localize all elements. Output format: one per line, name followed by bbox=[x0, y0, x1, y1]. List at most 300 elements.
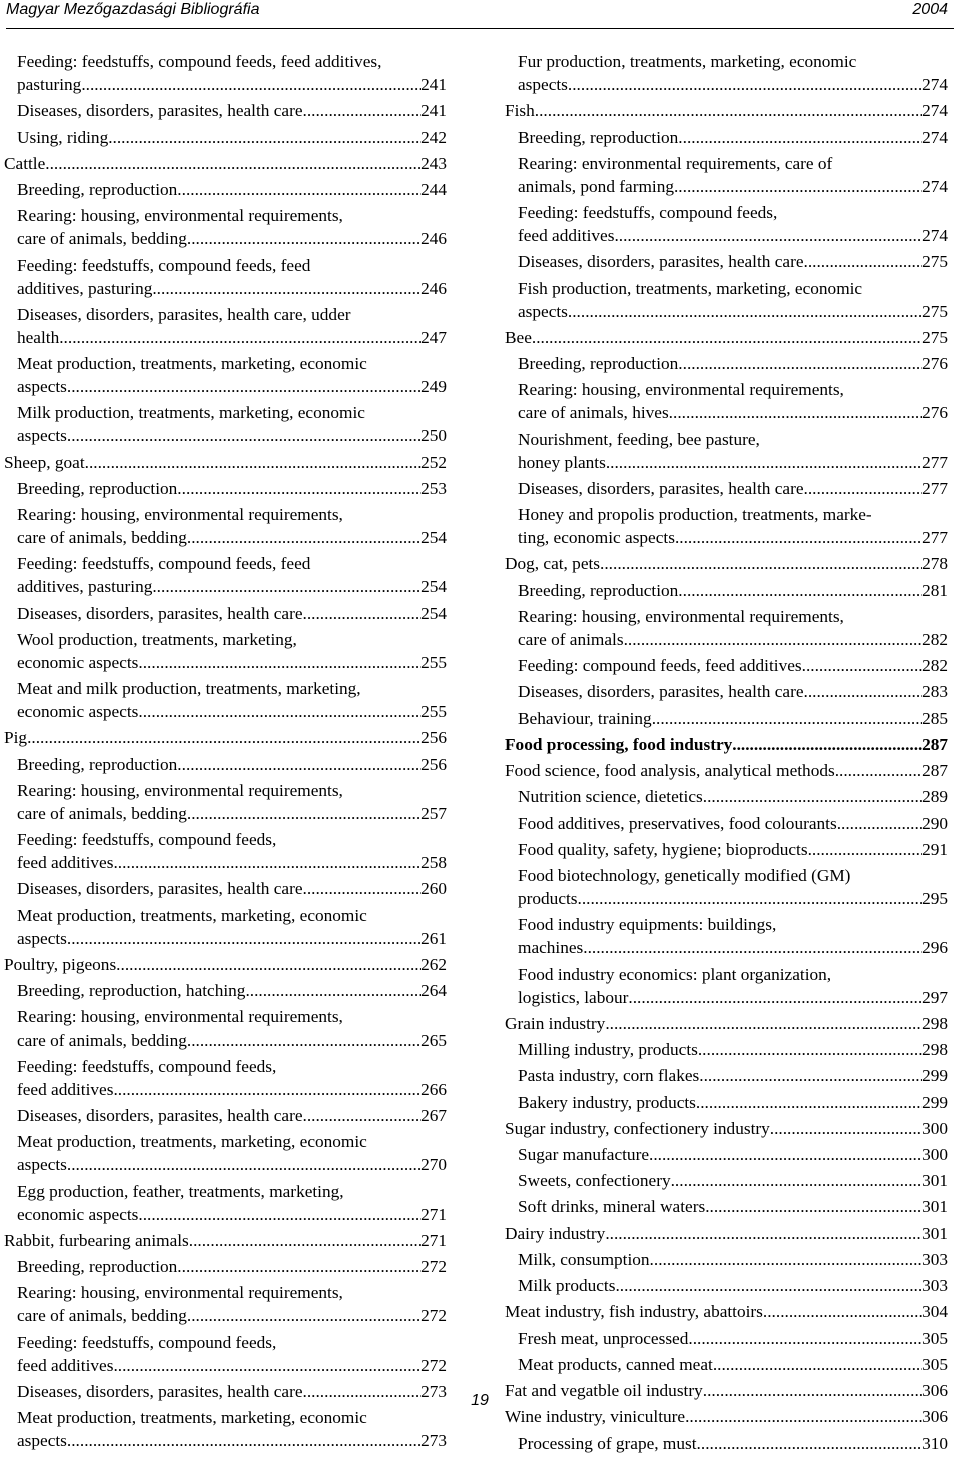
dot-leader bbox=[671, 1169, 922, 1192]
toc-entry-sub bbox=[505, 428, 948, 474]
dot-leader bbox=[187, 1304, 421, 1327]
toc-entry-line bbox=[17, 73, 447, 96]
dot-leader bbox=[835, 759, 922, 782]
toc-entry-sub bbox=[505, 913, 948, 959]
toc-entry-sub bbox=[4, 503, 447, 549]
dot-leader bbox=[177, 753, 421, 776]
dot-leader bbox=[674, 175, 922, 198]
toc-page-number: 254 bbox=[421, 577, 447, 597]
toc-entry-text: Nourishment, feeding, bee pasture, bbox=[518, 429, 760, 449]
toc-page-number: 246 bbox=[421, 229, 447, 249]
dot-leader bbox=[652, 707, 922, 730]
toc-entry-line bbox=[17, 1429, 447, 1452]
toc-entry-text: Food biotechnology, genetically modified (GM) bbox=[518, 866, 851, 885]
toc-entry-line bbox=[518, 605, 948, 628]
toc-entry-text: Diseases, disorders, parasites, health care bbox=[518, 252, 804, 272]
toc-entry-line bbox=[17, 1180, 447, 1203]
dot-leader bbox=[177, 477, 421, 500]
toc-entry-line bbox=[505, 326, 948, 349]
toc-entry-main bbox=[4, 1229, 447, 1252]
toc-entry-line bbox=[17, 277, 447, 300]
toc-entry-sub bbox=[4, 1255, 447, 1278]
toc-page-number: 306 bbox=[922, 1407, 948, 1427]
dot-leader bbox=[600, 552, 922, 575]
dot-leader bbox=[763, 1300, 922, 1323]
toc-entry-line bbox=[505, 99, 948, 122]
toc-entry-text: Rearing: housing, environmental requirements, bbox=[17, 505, 343, 525]
toc-entry-sub bbox=[505, 503, 948, 549]
toc-page-number: 299 bbox=[922, 1066, 948, 1086]
dot-leader bbox=[605, 1222, 922, 1245]
toc-entry-line bbox=[17, 651, 447, 674]
toc-entry-sub bbox=[4, 178, 447, 201]
toc-entry-text: Diseases, disorders, parasites, health care bbox=[17, 101, 303, 121]
toc-entry-text: feed additives bbox=[17, 1079, 114, 1099]
toc-entry-line bbox=[518, 1274, 948, 1297]
toc-entry-sub bbox=[505, 1195, 948, 1218]
toc-entry-text: Bakery industry, products bbox=[518, 1092, 696, 1112]
toc-entry-sub bbox=[4, 877, 447, 900]
toc-entry-line bbox=[518, 201, 948, 224]
toc-page-number: 274 bbox=[922, 75, 948, 95]
dot-leader bbox=[628, 986, 922, 1009]
toc-column-right bbox=[505, 50, 948, 1458]
toc-entry-sub bbox=[4, 1104, 447, 1127]
toc-entry-line bbox=[505, 1222, 948, 1245]
toc-entry-text: Diseases, disorders, parasites, health care, udder bbox=[17, 304, 351, 324]
toc-entry-text: Fur production, treatments, marketing, economic bbox=[518, 52, 857, 71]
toc-entry-sub bbox=[4, 828, 447, 874]
toc-entry-text: aspects bbox=[17, 426, 67, 446]
toc-entry-text: Nutrition science, dietetics bbox=[518, 787, 703, 807]
toc-page-number: 277 bbox=[922, 478, 948, 498]
toc-entry-line bbox=[518, 477, 948, 500]
toc-entry-sub bbox=[505, 812, 948, 835]
toc-entry-text: Diseases, disorders, parasites, health care bbox=[17, 879, 303, 899]
toc-entry-sub bbox=[4, 352, 447, 398]
toc-entry-line bbox=[518, 628, 948, 651]
dot-leader bbox=[303, 877, 422, 900]
toc-entry-text: Breeding, reproduction bbox=[17, 754, 178, 774]
toc-entry-text: Feeding: feedstuffs, compound feeds, feed bbox=[17, 255, 311, 275]
toc-entry-text: Breeding, reproduction bbox=[518, 354, 679, 374]
toc-entry-line bbox=[518, 1143, 948, 1166]
toc-entry-line bbox=[17, 50, 447, 73]
toc-entry-text: Milling industry, products bbox=[518, 1040, 698, 1060]
toc-page-number: 290 bbox=[922, 813, 948, 833]
toc-entry-sub bbox=[505, 201, 948, 247]
dot-leader bbox=[532, 326, 922, 349]
toc-entry-text: Diseases, disorders, parasites, health care bbox=[518, 478, 804, 498]
toc-entry-sub bbox=[4, 1180, 447, 1226]
dot-leader bbox=[187, 802, 421, 825]
toc-page-number: 272 bbox=[421, 1257, 447, 1277]
toc-entry-text: honey plants bbox=[518, 452, 606, 472]
page-number: 19 bbox=[471, 1392, 489, 1409]
toc-entry-line bbox=[505, 1300, 948, 1323]
toc-entry-main bbox=[505, 733, 948, 756]
dot-leader bbox=[678, 126, 922, 149]
toc-entry-text: Feeding: feedstuffs, compound feeds, bbox=[17, 1056, 277, 1076]
toc-entry-line bbox=[17, 424, 447, 447]
toc-page-number: 283 bbox=[922, 682, 948, 702]
toc-entry-text: Milk products bbox=[518, 1276, 616, 1296]
toc-page-number: 267 bbox=[421, 1106, 447, 1126]
dot-leader bbox=[85, 451, 421, 474]
toc-page-number: 261 bbox=[421, 928, 447, 948]
toc-entry-sub bbox=[505, 1432, 948, 1455]
toc-entry-line bbox=[518, 1038, 948, 1061]
dot-leader bbox=[624, 628, 923, 651]
toc-entry-main bbox=[4, 953, 447, 976]
toc-entry-line bbox=[518, 526, 948, 549]
dot-leader bbox=[732, 733, 922, 756]
toc-entry-sub bbox=[505, 1327, 948, 1350]
toc-entry-sub bbox=[4, 602, 447, 625]
toc-entry-sub bbox=[505, 1091, 948, 1114]
toc-entry-line bbox=[17, 877, 447, 900]
toc-page-number: 266 bbox=[421, 1079, 447, 1099]
toc-page-number: 255 bbox=[421, 702, 447, 722]
toc-page-number: 303 bbox=[922, 1276, 948, 1296]
toc-page-number: 246 bbox=[421, 278, 447, 298]
toc-entry-text: Breeding, reproduction, hatching bbox=[17, 981, 246, 1001]
dot-leader bbox=[59, 326, 421, 349]
toc-entry-line bbox=[505, 733, 948, 756]
dot-leader bbox=[138, 1203, 421, 1226]
toc-entry-line bbox=[518, 73, 948, 96]
dot-leader bbox=[606, 451, 922, 474]
toc-page-number: 297 bbox=[922, 987, 948, 1007]
dot-leader bbox=[45, 152, 421, 175]
toc-page-number: 296 bbox=[922, 938, 948, 958]
toc-entry-text: Pasta industry, corn flakes bbox=[518, 1066, 700, 1086]
toc-page-number: 247 bbox=[421, 327, 447, 347]
toc-entry-text: Rabbit, furbearing animals bbox=[4, 1230, 189, 1250]
toc-page-number: 258 bbox=[421, 853, 447, 873]
toc-entry-text: Dairy industry bbox=[505, 1223, 606, 1243]
toc-page-number: 287 bbox=[922, 761, 948, 781]
toc-page-number: 272 bbox=[421, 1355, 447, 1375]
dot-leader bbox=[187, 1029, 421, 1052]
toc-page-number: 257 bbox=[421, 803, 447, 823]
toc-entry-text: Rearing: housing, environmental requirements, bbox=[17, 206, 343, 226]
toc-page-number: 255 bbox=[421, 652, 447, 672]
toc-entry-sub bbox=[505, 378, 948, 424]
toc-page-number: 277 bbox=[922, 528, 948, 548]
dot-leader bbox=[698, 1038, 922, 1061]
toc-entry-sub bbox=[4, 1406, 447, 1452]
toc-page-number: 282 bbox=[922, 629, 948, 649]
toc-entry-sub bbox=[4, 204, 447, 250]
toc-entry-text: Rearing: housing, environmental requirements, bbox=[17, 1283, 343, 1303]
toc-page-number: 256 bbox=[421, 754, 447, 774]
dot-leader bbox=[678, 352, 922, 375]
dot-leader bbox=[189, 1229, 421, 1252]
dot-leader bbox=[187, 526, 421, 549]
toc-entry-line bbox=[518, 503, 948, 526]
toc-entry-text: Rearing: environmental requirements, care of bbox=[518, 153, 833, 173]
toc-entry-line bbox=[17, 828, 447, 851]
toc-entry-text: Using, riding bbox=[17, 127, 109, 147]
dot-leader bbox=[27, 726, 421, 749]
dot-leader bbox=[669, 401, 922, 424]
dot-leader bbox=[67, 1153, 421, 1176]
toc-entry-line bbox=[17, 352, 447, 375]
dot-leader bbox=[696, 1091, 922, 1114]
dot-leader bbox=[568, 73, 922, 96]
toc-entry-text: economic aspects bbox=[17, 1204, 139, 1224]
publication-title: Magyar Mezőgazdasági Bibliográfia bbox=[6, 1, 260, 18]
toc-entry-line bbox=[17, 927, 447, 950]
toc-entry-text: Rearing: housing, environmental requirements, bbox=[17, 780, 343, 800]
toc-entry-line bbox=[17, 1130, 447, 1153]
toc-entry-text: feed additives bbox=[518, 226, 615, 246]
toc-entry-sub bbox=[505, 126, 948, 149]
toc-entry-text: care of animals, bedding bbox=[17, 229, 187, 249]
toc-entry-line bbox=[518, 1064, 948, 1087]
toc-entry-text: logistics, labour bbox=[518, 987, 629, 1007]
toc-entry-text: Food industry equipments: buildings, bbox=[518, 915, 777, 935]
toc-page-number: 249 bbox=[421, 377, 447, 397]
toc-entry-line bbox=[17, 753, 447, 776]
dot-leader bbox=[303, 99, 422, 122]
toc-entry-line bbox=[17, 503, 447, 526]
dot-leader bbox=[703, 785, 922, 808]
toc-entry-text: Food science, food analysis, analytical methods bbox=[505, 761, 835, 781]
toc-entry-text: Rearing: housing, environmental requirements, bbox=[17, 1007, 343, 1027]
toc-entry-line bbox=[17, 677, 447, 700]
toc-entry-sub bbox=[4, 99, 447, 122]
toc-entry-line bbox=[518, 50, 948, 73]
dot-leader bbox=[649, 1143, 922, 1166]
toc-entry-text: care of animals, bedding bbox=[17, 803, 187, 823]
toc-entry-sub bbox=[4, 628, 447, 674]
dot-leader bbox=[802, 654, 922, 677]
toc-page-number: 287 bbox=[922, 734, 948, 754]
toc-entry-sub bbox=[4, 303, 447, 349]
toc-entry-text: Pig bbox=[4, 728, 28, 748]
toc-entry-line bbox=[518, 986, 948, 1009]
toc-page-number: 262 bbox=[421, 955, 447, 974]
toc-entry-line bbox=[518, 838, 948, 861]
toc-entry-text: Feeding: feedstuffs, compound feeds, bbox=[17, 1332, 277, 1352]
toc-entry-line bbox=[17, 1153, 447, 1176]
toc-entry-line bbox=[17, 303, 447, 326]
toc-entry-main bbox=[4, 451, 447, 474]
toc-entry-text: Food industry economics: plant organization, bbox=[518, 964, 832, 984]
toc-page-number: 289 bbox=[922, 787, 948, 807]
toc-entry-text: Meat production, treatments, marketing, economic bbox=[17, 905, 367, 925]
toc-entry-main bbox=[505, 759, 948, 782]
toc-page-number: 295 bbox=[922, 889, 948, 909]
toc-entry-line bbox=[4, 1229, 447, 1252]
toc-entry-text: Fish bbox=[505, 101, 535, 121]
toc-entry-sub bbox=[4, 477, 447, 500]
toc-entry-line bbox=[518, 1327, 948, 1350]
dot-leader bbox=[804, 250, 923, 273]
toc-entry-text: pasturing bbox=[17, 75, 82, 95]
toc-entry-text: Fresh meat, unprocessed bbox=[518, 1328, 689, 1348]
toc-entry-line bbox=[17, 802, 447, 825]
toc-entry-line bbox=[17, 1055, 447, 1078]
toc-entry-text: Wool production, treatments, marketing, bbox=[17, 629, 297, 649]
dot-leader bbox=[67, 1429, 421, 1452]
toc-page-number: 272 bbox=[421, 1306, 447, 1326]
dot-leader bbox=[245, 979, 421, 1002]
toc-entry-line bbox=[17, 178, 447, 201]
toc-entry-line bbox=[518, 579, 948, 602]
toc-page-number: 275 bbox=[922, 327, 948, 347]
toc-entry-line bbox=[17, 1203, 447, 1226]
toc-entry-line bbox=[518, 451, 948, 474]
dot-leader bbox=[138, 651, 421, 674]
toc-entry-line bbox=[17, 979, 447, 1002]
toc-entry-text: Cattle bbox=[4, 153, 46, 173]
toc-entry-main bbox=[505, 1012, 948, 1035]
toc-entry-text: care of animals, bedding bbox=[17, 1306, 187, 1326]
toc-entry-main bbox=[505, 99, 948, 122]
dot-leader bbox=[578, 887, 923, 910]
toc-entry-sub bbox=[4, 50, 447, 96]
toc-entry-line bbox=[505, 552, 948, 575]
toc-entry-text: products bbox=[518, 889, 578, 909]
dot-leader bbox=[583, 936, 922, 959]
dot-leader bbox=[568, 300, 922, 323]
toc-entry-line bbox=[505, 1012, 948, 1035]
toc-page-number: 243 bbox=[421, 153, 447, 173]
toc-entry-sub bbox=[4, 904, 447, 950]
toc-entry-line bbox=[17, 401, 447, 424]
toc-page-number: 282 bbox=[922, 656, 948, 676]
toc-entry-line bbox=[4, 726, 447, 749]
dot-leader bbox=[67, 424, 421, 447]
toc-entry-sub bbox=[505, 707, 948, 730]
toc-page-number: 265 bbox=[421, 1030, 447, 1050]
dot-leader bbox=[67, 927, 421, 950]
toc-page-number: 254 bbox=[421, 528, 447, 548]
toc-entry-text: care of animals, hives bbox=[518, 403, 669, 423]
dot-leader bbox=[699, 1064, 922, 1087]
toc-entry-text: economic aspects bbox=[17, 652, 139, 672]
toc-entry-text: Diseases, disorders, parasites, health care bbox=[17, 1106, 303, 1126]
toc-entry-line bbox=[518, 887, 948, 910]
toc-entry-text: Diseases, disorders, parasites, health care bbox=[518, 682, 804, 702]
toc-entry-text: Poultry, pigeons bbox=[4, 955, 117, 974]
toc-entry-line bbox=[518, 428, 948, 451]
toc-entry-text: Honey and propolis production, treatments, marke- bbox=[518, 505, 872, 525]
toc-page-number: 281 bbox=[922, 580, 948, 600]
toc-entry-line bbox=[518, 864, 948, 887]
toc-entry-line bbox=[518, 1195, 948, 1218]
toc-page-number: 242 bbox=[421, 127, 447, 147]
toc-entry-text: Breeding, reproduction bbox=[518, 127, 679, 147]
publication-year: 2004 bbox=[912, 1, 948, 18]
toc-page-number: 274 bbox=[922, 127, 948, 147]
toc-entry-line bbox=[17, 375, 447, 398]
toc-entry-main bbox=[4, 726, 447, 749]
toc-entry-sub bbox=[505, 1274, 948, 1297]
toc-entry-line bbox=[518, 152, 948, 175]
toc-entry-line bbox=[17, 1354, 447, 1377]
toc-entry-sub bbox=[4, 126, 447, 149]
toc-entry-line bbox=[518, 401, 948, 424]
toc-entry-text: Breeding, reproduction bbox=[17, 478, 178, 498]
toc-entry-text: Meat industry, fish industry, abattoirs bbox=[505, 1302, 763, 1322]
page-header bbox=[6, 0, 954, 29]
toc-page-number: 241 bbox=[421, 75, 447, 95]
toc-page-number: 256 bbox=[421, 728, 447, 748]
toc-entry-line bbox=[518, 300, 948, 323]
toc-entry-line bbox=[4, 451, 447, 474]
toc-page-number: 241 bbox=[421, 101, 447, 121]
toc-entry-sub bbox=[505, 1064, 948, 1087]
toc-page-number: 274 bbox=[922, 176, 948, 196]
toc-entry-sub bbox=[505, 680, 948, 703]
toc-entry-sub bbox=[505, 1169, 948, 1192]
toc-entry-line bbox=[518, 913, 948, 936]
toc-entry-line bbox=[17, 904, 447, 927]
toc-entry-text: aspects bbox=[17, 928, 67, 948]
toc-entry-text: health bbox=[17, 327, 60, 347]
toc-entry-line bbox=[17, 779, 447, 802]
toc-entry-sub bbox=[4, 1130, 447, 1176]
toc-page-number: 274 bbox=[922, 101, 948, 121]
toc-page-number: 305 bbox=[922, 1328, 948, 1348]
toc-page-number: 250 bbox=[421, 426, 447, 446]
toc-entry-sub bbox=[505, 838, 948, 861]
toc-entry-sub bbox=[505, 864, 948, 910]
toc-entry-text: Meat production, treatments, marketing, economic bbox=[17, 1132, 367, 1152]
toc-page-number: 310 bbox=[922, 1433, 948, 1453]
toc-entry-sub bbox=[505, 477, 948, 500]
toc-entry-sub bbox=[505, 963, 948, 1009]
toc-page-number: 300 bbox=[922, 1145, 948, 1165]
dot-leader bbox=[705, 1195, 922, 1218]
toc-entry-text: Sheep, goat bbox=[4, 452, 85, 472]
dot-leader bbox=[675, 526, 922, 549]
toc-entry-line bbox=[518, 936, 948, 959]
toc-page-number: 253 bbox=[421, 478, 447, 498]
toc-entry-sub bbox=[505, 1143, 948, 1166]
dot-leader bbox=[804, 477, 923, 500]
toc-page-number: 303 bbox=[922, 1249, 948, 1269]
toc-page-number: 291 bbox=[922, 839, 948, 859]
toc-entry-text: aspects bbox=[17, 377, 67, 397]
toc-entry-text: Meat production, treatments, marketing, economic bbox=[17, 1408, 367, 1428]
toc-entry-line bbox=[17, 126, 447, 149]
dot-leader bbox=[678, 579, 922, 602]
toc-entry-line bbox=[518, 1432, 948, 1455]
toc-entry-sub bbox=[505, 785, 948, 808]
toc-page-number: 305 bbox=[922, 1354, 948, 1374]
toc-entry-text: Breeding, reproduction bbox=[17, 179, 178, 199]
toc-entry-text: animals, pond farming bbox=[518, 176, 674, 196]
toc-entry-line bbox=[518, 126, 948, 149]
toc-entry-main bbox=[505, 1300, 948, 1323]
toc-entry-main bbox=[505, 1222, 948, 1245]
toc-entry-sub bbox=[4, 753, 447, 776]
toc-page-number: 264 bbox=[421, 981, 447, 1001]
dot-leader bbox=[770, 1117, 922, 1140]
toc-entry-text: aspects bbox=[518, 301, 568, 321]
toc-entry-line bbox=[518, 812, 948, 835]
toc-entry-sub bbox=[4, 1055, 447, 1101]
dot-leader bbox=[697, 1432, 923, 1455]
dot-leader bbox=[177, 1255, 421, 1278]
toc-entry-line bbox=[17, 1281, 447, 1304]
toc-page-number: 300 bbox=[922, 1118, 948, 1138]
